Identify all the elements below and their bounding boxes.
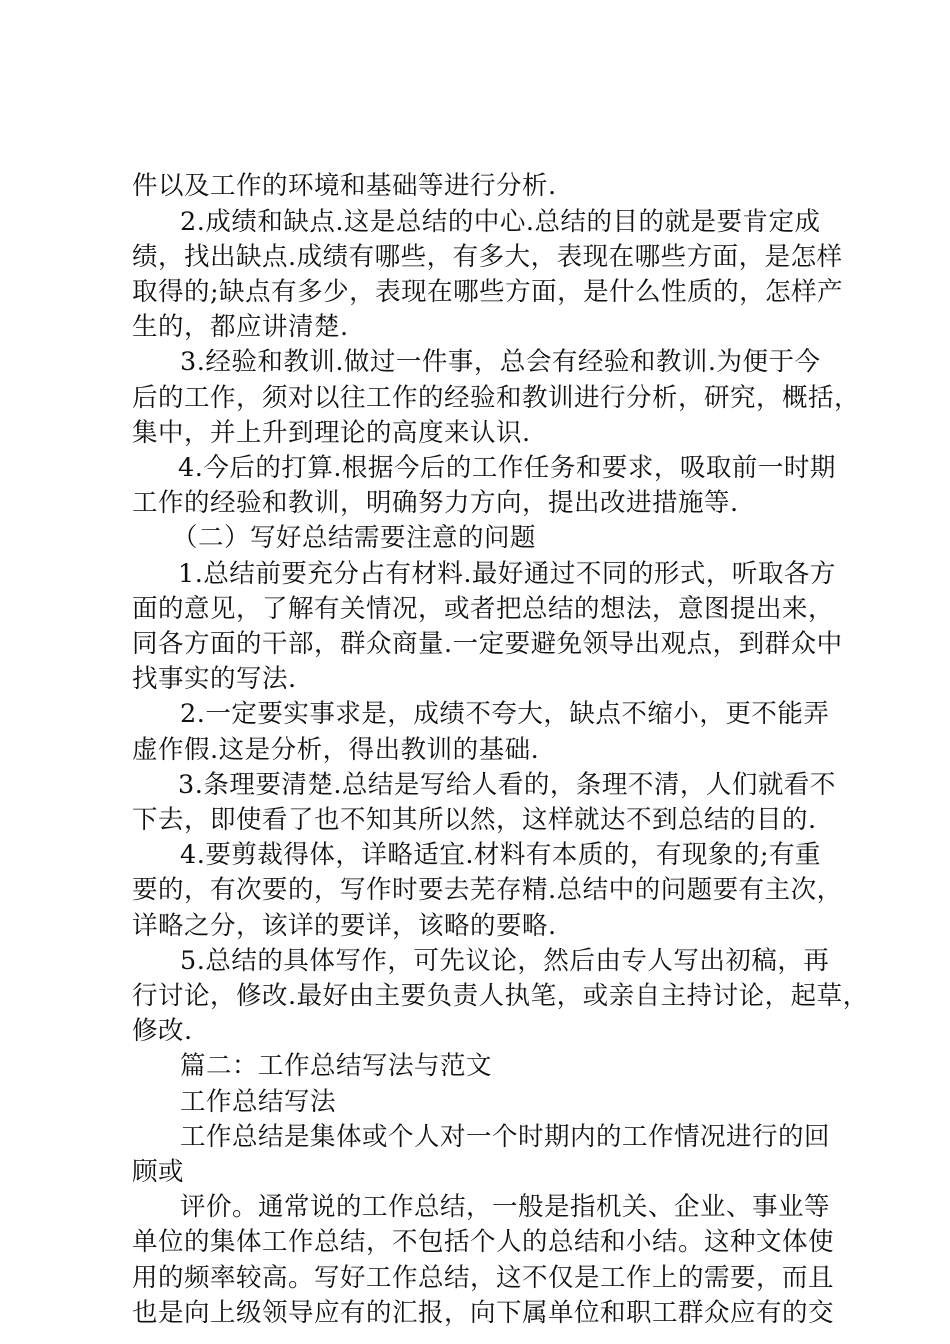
text-line: 2.成绩和缺点.这是总结的中心.总结的目的就是要肯定成 — [180, 207, 821, 237]
text-line: 要的，有次要的，写作时要去芜存精.总结中的问题要有主次， — [132, 875, 843, 905]
text-line: 详略之分，该详的要详，该略的要略. — [132, 911, 557, 941]
text-line: 工作总结是集体或个人对一个时期内的工作情况进行的回 — [180, 1122, 831, 1152]
text-line: 5.总结的具体写作，可先议论，然后由专人写出初稿，再 — [180, 946, 830, 976]
text-line: 1.总结前要充分占有材料.最好通过不同的形式，听取各方 — [178, 559, 836, 589]
text-line: 取得的;缺点有多少，表现在哪些方面，是什么性质的，怎样产 — [132, 277, 844, 307]
section-heading: （二）写好总结需要注意的问题 — [172, 523, 537, 553]
subheading: 工作总结写法 — [180, 1087, 337, 1117]
text-line: 下去，即使看了也不知其所以然，这样就达不到总结的目的. — [132, 805, 817, 835]
text-line: 也是向上级领导应有的汇报，向下属单位和职工群众应有的交 — [132, 1298, 835, 1328]
text-line: 生的，都应讲清楚. — [132, 312, 349, 342]
text-line: 面的意见，了解有关情况，或者把总结的想法，意图提出来， — [132, 594, 835, 624]
text-line: 修改. — [132, 1016, 193, 1046]
text-line: 件以及工作的环境和基础等进行分析. — [132, 171, 557, 201]
section-heading: 篇二：工作总结写法与范文 — [180, 1051, 493, 1081]
text-line: 行讨论，修改.最好由主要负责人执笔，或亲自主持讨论，起草， — [132, 981, 869, 1011]
text-line: 集中，并上升到理论的高度来认识. — [132, 418, 531, 448]
text-line: 顾或 — [132, 1157, 185, 1187]
text-line: 评价。通常说的工作总结，一般是指机关、企业、事业等 — [180, 1192, 831, 1222]
text-line: 单位的集体工作总结，不包括个人的总结和小结。这种文体使 — [132, 1227, 835, 1257]
text-line: 3.经验和教训.做过一件事，总会有经验和教训.为便于今 — [180, 347, 821, 377]
text-line: 绩，找出缺点.成绩有哪些，有多大，表现在哪些方面，是怎样 — [132, 242, 843, 272]
text-line: 工作的经验和教训，明确努力方向，提出改进措施等. — [132, 488, 739, 518]
text-line: 同各方面的干部，群众商量.一定要避免领导出观点，到群众中 — [132, 629, 843, 659]
text-line: 3.条理要清楚.总结是写给人看的，条理不清，人们就看不 — [178, 770, 836, 800]
text-line: 4.今后的打算.根据今后的工作任务和要求，吸取前一时期 — [178, 453, 836, 483]
text-line: 后的工作，须对以往工作的经验和教训进行分析，研究，概括， — [132, 383, 861, 413]
text-line: 2.一定要实事求是，成绩不夸大，缺点不缩小，更不能弄 — [180, 699, 830, 729]
text-line: 找事实的写法. — [132, 664, 297, 694]
text-line: 4.要剪裁得体，详略适宜.材料有本质的，有现象的;有重 — [180, 840, 822, 870]
text-line: 用的频率较高。写好工作总结，这不仅是工作上的需要，而且 — [132, 1263, 835, 1293]
text-line: 虚作假.这是分析，得出教训的基础. — [132, 735, 540, 765]
